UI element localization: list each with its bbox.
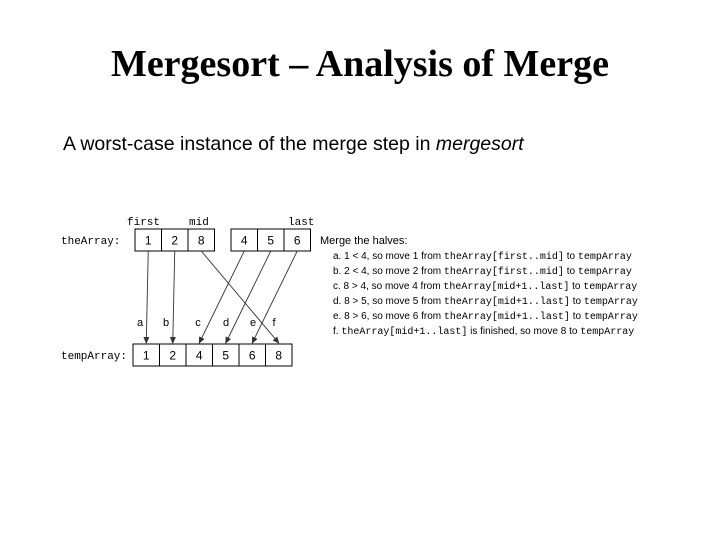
temp-array-cell-value: 5	[222, 348, 230, 363]
temp-array-cells	[133, 344, 292, 366]
temp-array-cell	[160, 344, 187, 366]
merge-note-part: theArray[mid+1..last]	[443, 297, 570, 308]
merge-arrow	[173, 251, 175, 343]
subtitle-text: A worst-case instance of the merge step in	[63, 133, 436, 155]
merge-note-part: tempArray	[577, 252, 632, 263]
merge-note-part: theArray[first..mid]	[443, 252, 564, 263]
merge-arrow	[201, 251, 279, 343]
page-title: Mergesort – Analysis of Merge	[110, 43, 610, 85]
merge-note-part: tempArray	[577, 267, 632, 278]
merge-note-part: to	[569, 281, 584, 292]
temp-array-cell	[266, 344, 293, 366]
the-array-cell-value: 6	[293, 233, 301, 248]
the-array-cell-value: 2	[171, 233, 179, 248]
the-array-cell	[284, 229, 311, 251]
the-array-cell	[188, 229, 215, 251]
merge-note	[333, 251, 632, 263]
merge-note-part: theArray[mid+1..last]	[443, 282, 570, 293]
arrow-label: e	[249, 317, 257, 329]
the-array-cell-value: 8	[197, 233, 205, 248]
merge-note-part: b. 2 < 4, so move 2 from	[333, 266, 444, 277]
arrow-label: f	[272, 317, 276, 329]
temp-array-cell	[239, 344, 266, 366]
temp-array-cell-value: 1	[142, 348, 150, 363]
the-array-cell-value: 1	[144, 233, 152, 248]
merge-note-part: d. 8 > 5, so move 5 from	[333, 296, 444, 307]
merge-note-part: theArray[first..mid]	[443, 267, 564, 278]
subtitle-emphasis: mergesort	[435, 133, 524, 155]
the-array-cell	[258, 229, 285, 251]
the-array-cell-value: 5	[267, 233, 275, 248]
merge-note-part: tempArray	[580, 327, 635, 338]
merge-arrow	[146, 251, 148, 343]
merge-note-part: tempArray	[583, 312, 638, 323]
mid-pointer-label: mid	[189, 217, 209, 229]
merge-note-part: to	[569, 296, 584, 307]
temp-array-cell-value: 2	[169, 348, 177, 363]
arrow-label: c	[195, 317, 201, 329]
the-array-cell-value: 4	[240, 233, 248, 248]
temp-array-cell-value: 4	[195, 348, 203, 363]
temp-array-cell	[186, 344, 213, 366]
arrow-label: d	[222, 317, 230, 329]
merge-arrow	[199, 251, 244, 343]
merge-arrow	[226, 251, 271, 343]
merge-note-part: c. 8 > 4, so move 4 from	[333, 281, 444, 292]
the-array-cells	[135, 229, 311, 251]
last-pointer-label: last	[288, 217, 315, 229]
merge-note	[333, 266, 632, 278]
the-array-label: theArray:	[61, 236, 121, 248]
merge-note	[333, 281, 637, 293]
the-array-cell	[162, 229, 189, 251]
merge-note-part: tempArray	[583, 297, 638, 308]
arrow-label: b	[162, 317, 170, 329]
merge-arrow	[249, 251, 297, 343]
notes-heading: Merge the halves:	[320, 235, 408, 247]
merge-note-part: is finished, so move 8 to	[467, 326, 581, 337]
merge-note-part: e. 8 > 6, so move 6 from	[333, 311, 444, 322]
temp-array-cell	[213, 344, 240, 366]
temp-array-cell	[133, 344, 160, 366]
merge-note-part: tempArray	[583, 282, 638, 293]
merge-arrows	[146, 251, 297, 343]
first-pointer-label: first	[127, 217, 161, 229]
temp-array-cell-value: 8	[275, 348, 283, 363]
merge-note-part: a. 1 < 4, so move 1 from	[333, 251, 444, 262]
the-array-cell	[231, 229, 258, 251]
merge-note-part: theArray[mid+1..last]	[341, 327, 468, 338]
merge-note-part: to	[563, 266, 578, 277]
merge-note	[333, 326, 634, 338]
the-array-cell	[135, 229, 162, 251]
merge-note	[333, 296, 638, 308]
merge-notes	[333, 251, 638, 338]
temp-array-cell-value: 6	[248, 348, 256, 363]
merge-note-part: f.	[333, 326, 342, 337]
merge-note-part: to	[569, 311, 584, 322]
merge-note-part: theArray[mid+1..last]	[443, 312, 570, 323]
temp-array-label: tempArray:	[61, 351, 128, 363]
merge-note-part: to	[563, 251, 578, 262]
arrow-label: a	[136, 317, 144, 329]
merge-note	[333, 311, 638, 323]
